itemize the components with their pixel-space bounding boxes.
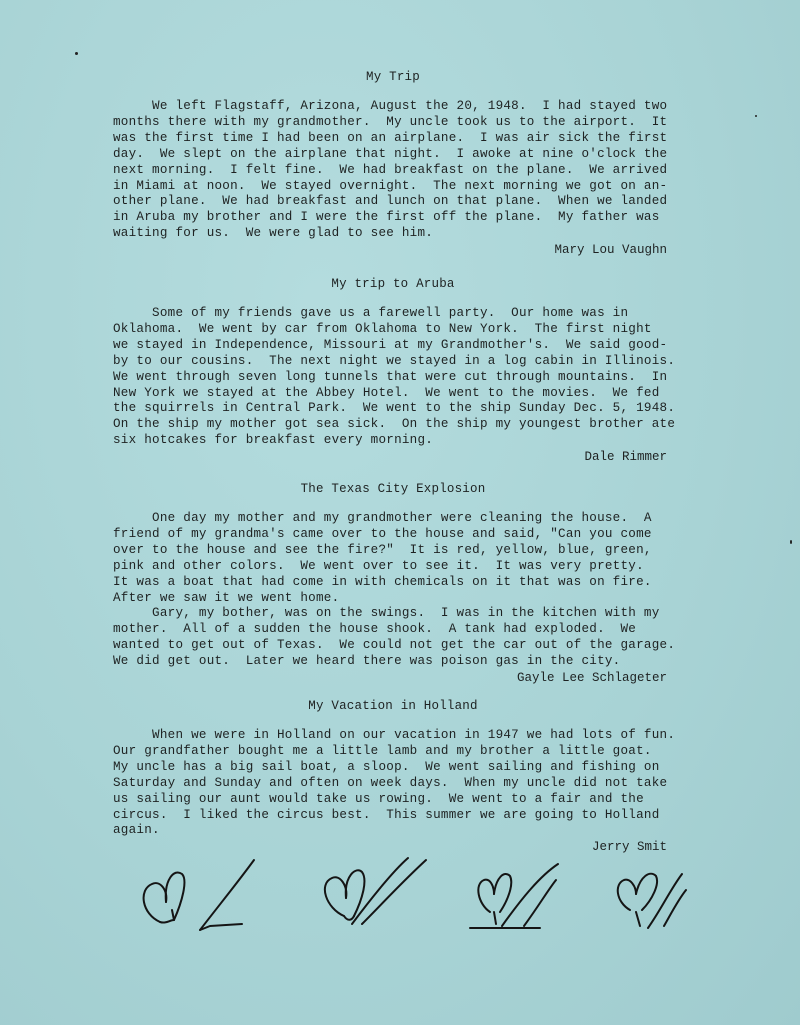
story-body: We left Flagstaff, Arizona, August the 20, 1948. I had stayed two months there with my grandmother. My uncle took us to the airport. It was the first time I had been on an airplane. I was air sick the first day. We slept on the airplane that night. I awoke at nine o'clock the next morning. I felt fine. We had breakfast on the plane. We arrived in Miami at noon. We stayed overnight. The next morning we got on an- other plane. We had breakfast and lunch on that plane. When we landed in Aruba my brother and I were the first off the plane. My father was waiting for us. We were glad to see him. [113,99,668,241]
paper-speck [790,540,792,544]
paper-speck [755,115,757,117]
story-trip-to-aruba [113,276,676,465]
story-author: Gayle Lee Schlageter [516,671,667,686]
tulip-icon [470,864,558,928]
story-title: My Vacation in Holland [308,699,478,713]
story-title: My trip to Aruba [331,277,455,291]
tulip-icon [618,874,686,928]
story-author: Dale Rimmer [584,450,667,465]
story-body: One day my mother and my grandmother were cleaning the house. A friend of my grandma's came over to the house and said, "Can you come over to the house and see the fire?" It is red, yellow, blue, green, pink and other colors. We went over to see it. It was very pretty. It was a boat that had come in with chemicals on it that was on fire. After we saw it we went home. Gary, my bother, was on the swings. I was in the kitchen with my mother. All of a sudden the house shook. A tank had exploded. We wanted to get out of Texas. We could not get the car out of the garage. We did get out. Later we heard there was poison gas in the city. [113,511,676,669]
story-body: Some of my friends gave us a farewell party. Our home was in Oklahoma. We went by car from Oklahoma to New York. The first night we stayed in Independence, Missouri at my Grandmother's. We said good- by to our cousins. The next night we stayed in a log cabin in Illinois. We went through seven long tunnels that were cut through mountains. In New York we stayed at the Abbey Hotel. We went to the movies. We fed the squirrels in Central Park. We went to the ship Sunday Dec. 5, 1948. On the ship my mother got sea sick. On the ship my youngest brother ate six hotcakes for breakfast every morning. [113,306,676,448]
paper-speck [75,52,78,55]
story-title: The Texas City Explosion [300,482,486,496]
story-texas-city-explosion [113,481,676,686]
tulip-drawings [130,850,690,940]
story-my-trip [113,69,673,258]
tulip-icon [144,860,254,930]
story-author: Mary Lou Vaughn [554,243,667,258]
story-vacation-in-holland [113,698,676,855]
story-title: My Trip [366,70,420,84]
tulip-icon [325,858,426,924]
story-author: Jerry Smit [591,840,667,855]
story-body: When we were in Holland on our vacation in 1947 we had lots of fun. Our grandfather bought me a little lamb and my brother a little goat. My uncle has a big sail boat, a sloop. We went sailing and fishing on Saturday and Sunday and often on week days. When my uncle did not take us sailing our aunt would take us rowing. We went to a fair and the circus. I liked the circus best. This summer we are going to Holland again. [113,728,676,838]
